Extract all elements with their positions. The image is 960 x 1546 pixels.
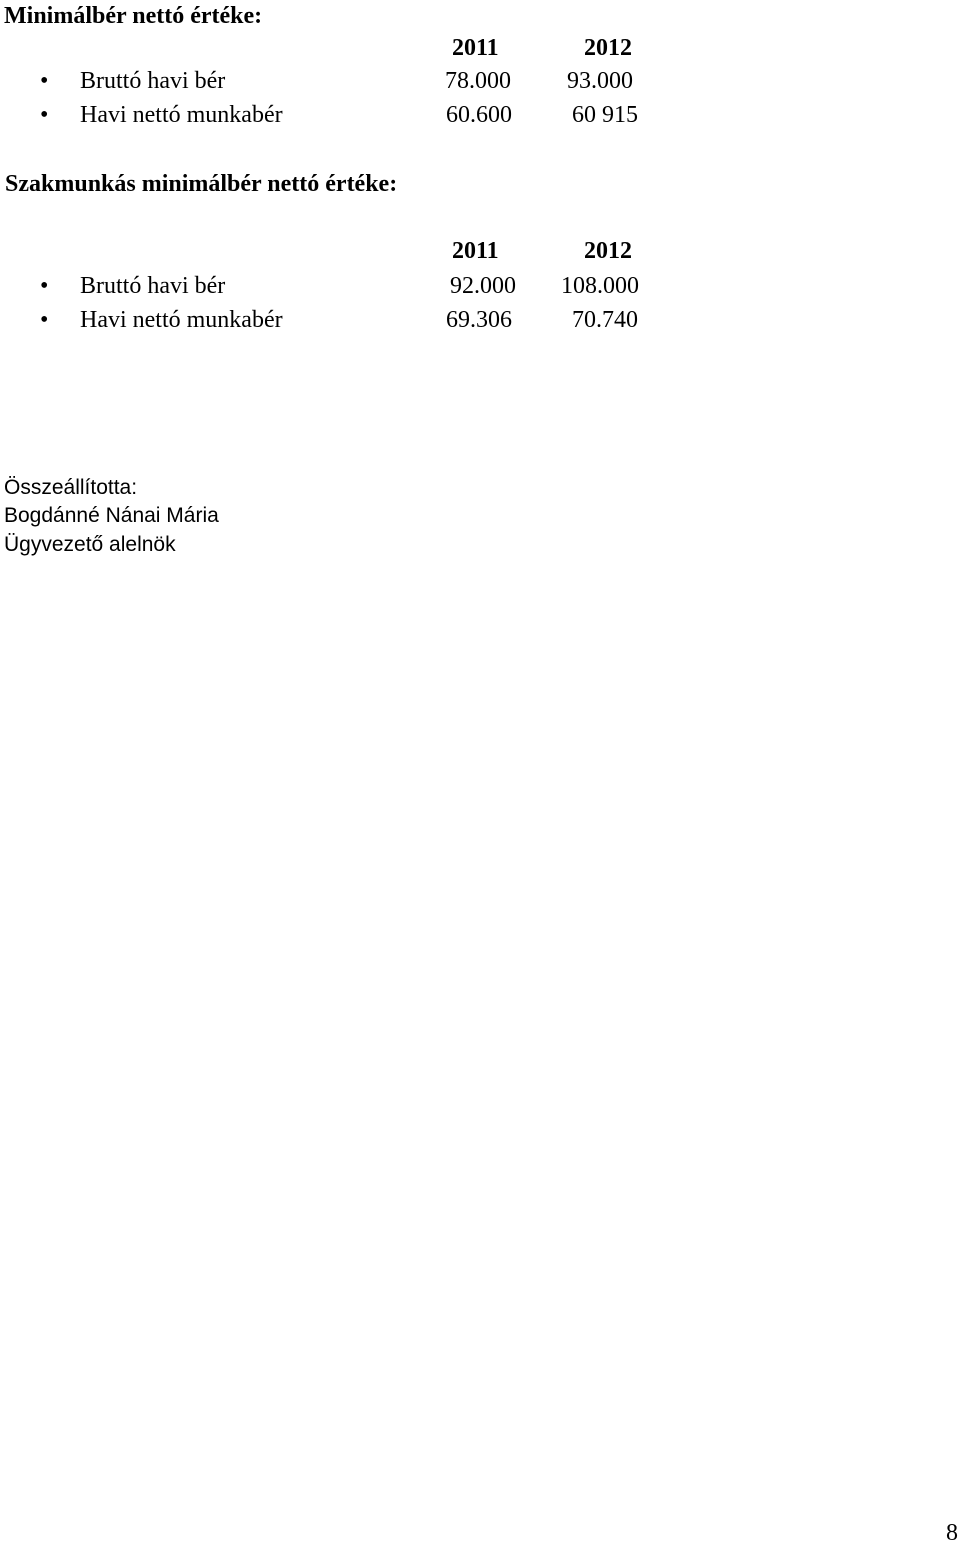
section-1-title: Minimálbér nettó értéke: [4,3,263,29]
section-2-row-2-value-2012: 70.740 [572,307,638,333]
author-name: Bogdánné Nánai Mária [4,504,219,527]
section-2-year-2012-header: 2012 [584,238,632,264]
section-1-year-2011-header: 2011 [452,35,499,61]
section-1-row-1-value-2011: 78.000 [445,68,511,94]
compiled-by-label: Összeállította: [4,476,138,499]
section-2-row-2-label: Havi nettó munkabér [80,307,283,333]
section-1-row-2-value-2011: 60.600 [446,102,512,128]
section-2-title: Szakmunkás minimálbér nettó értéke: [5,171,398,197]
section-2-row-1-value-2011: 92.000 [450,273,516,299]
section-2-year-2011-header: 2011 [452,238,499,264]
section-2-row-2-value-2011: 69.306 [446,307,512,333]
page-number: 8 [946,1520,958,1546]
section-1-row-2-value-2012: 60 915 [572,102,638,128]
bullet-icon: • [40,307,49,333]
bullet-icon: • [40,102,49,128]
section-2-row-1-value-2012: 108.000 [561,273,639,299]
section-1-row-1-label: Bruttó havi bér [80,68,226,94]
author-role: Ügyvezető alelnök [4,533,176,556]
bullet-icon: • [40,273,49,299]
section-1-year-2012-header: 2012 [584,35,632,61]
section-1-row-1-value-2012: 93.000 [567,68,633,94]
section-2-row-1-label: Bruttó havi bér [80,273,226,299]
bullet-icon: • [40,68,49,94]
section-1-row-2-label: Havi nettó munkabér [80,102,283,128]
